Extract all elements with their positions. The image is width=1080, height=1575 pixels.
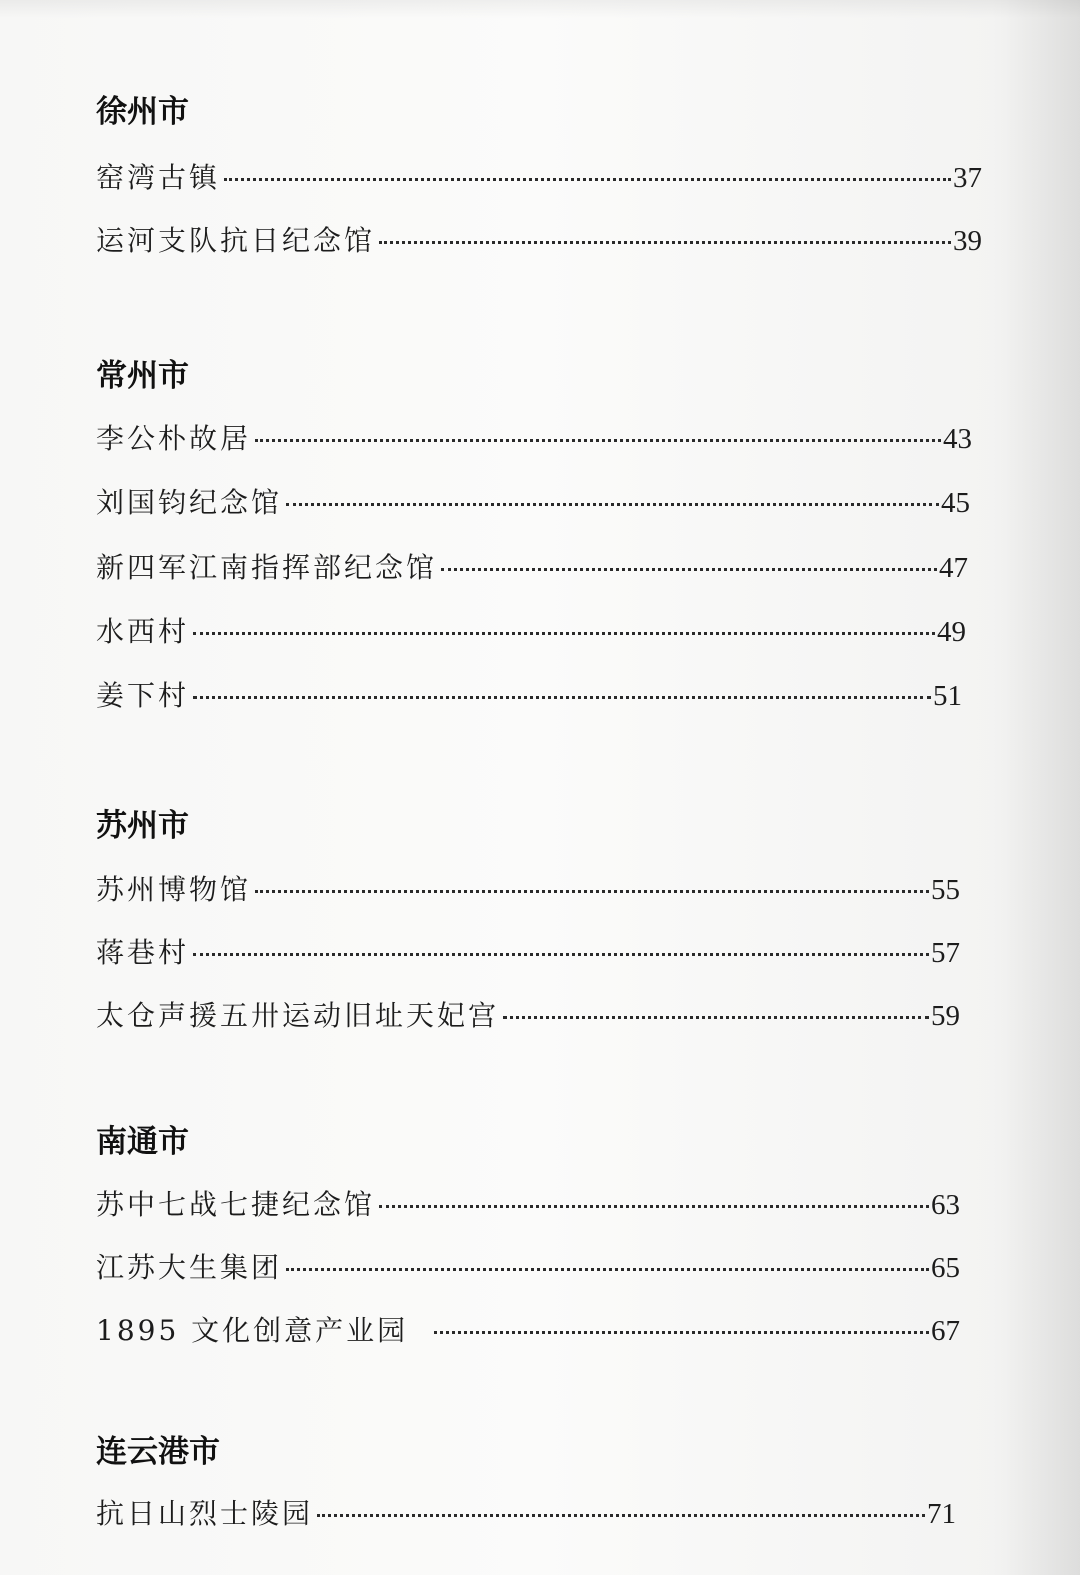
entry-title: 姜下村 [96,679,190,712]
toc-entry[interactable] [96,548,968,588]
toc-entry[interactable] [96,221,982,261]
toc-section-xuzhou [96,92,982,257]
toc-entry[interactable] [96,1494,956,1534]
toc-section-suzhou [96,806,960,1032]
entry-page-number: 51 [933,680,962,712]
entry-title: 抗日山烈士陵园 [96,1497,314,1530]
entry-page-number: 67 [931,1315,960,1347]
dot-leader [193,696,931,699]
dot-leader [286,1268,929,1271]
toc-section-lianyungang [96,1432,956,1530]
entry-page-number: 45 [941,487,970,519]
dot-leader [441,568,937,571]
page-edge-shadow [990,0,1080,1575]
toc-entry[interactable] [96,158,982,198]
entry-page-number: 37 [953,162,982,194]
toc-entry[interactable] [96,612,966,652]
toc-entry[interactable] [96,419,972,459]
dot-leader [379,1205,929,1208]
page-top-shadow [0,0,1080,18]
entry-title: 太仓声援五卅运动旧址天妃宫 [96,999,500,1032]
entry-title: 李公朴故居 [96,422,252,455]
entry-title: 水西村 [96,615,190,648]
section-heading: 连云港市 [96,1434,220,1469]
entry-page-number: 39 [953,225,982,257]
dot-leader [193,953,929,956]
dot-leader [434,1331,929,1334]
dot-leader [379,241,951,244]
toc-entry[interactable] [96,1185,960,1225]
dot-leader [503,1016,929,1019]
section-heading: 徐州市 [96,94,189,129]
entry-page-number: 47 [939,552,968,584]
toc-section-nantong [96,1122,960,1347]
entry-page-number: 49 [937,616,966,648]
dot-leader [255,439,941,442]
toc-entry[interactable] [96,1311,960,1351]
entry-title: 刘国钧纪念馆 [96,486,283,519]
toc-entry[interactable] [96,870,960,910]
entry-page-number: 71 [927,1498,956,1530]
toc-entry[interactable] [96,1248,960,1288]
entry-title: 苏州博物馆 [96,873,252,906]
dot-leader [193,632,935,635]
section-heading: 南通市 [96,1124,189,1159]
entry-page-number: 59 [931,1000,960,1032]
dot-leader [224,178,951,181]
entry-title: 新四军江南指挥部纪念馆 [96,551,438,584]
entry-title: 江苏大生集团 [96,1251,283,1284]
dot-leader [317,1514,925,1517]
entry-page-number: 55 [931,874,960,906]
entry-page-number: 63 [931,1189,960,1221]
dot-leader [255,890,929,893]
entry-title: 1895 文化创意产业园 [96,1314,409,1347]
entry-title: 蒋巷村 [96,936,190,969]
entry-page-number: 57 [931,937,960,969]
entry-page-number: 65 [931,1252,960,1284]
entry-title: 窑湾古镇 [96,161,221,194]
toc-entry[interactable] [96,933,960,973]
section-heading: 常州市 [96,358,189,393]
toc-entry[interactable] [96,676,962,716]
entry-page-number: 43 [943,423,972,455]
toc-entry[interactable] [96,483,970,523]
toc-section-changzhou [96,356,972,712]
dot-leader [286,503,939,506]
toc-entry[interactable] [96,996,960,1036]
entry-title: 苏中七战七捷纪念馆 [96,1188,376,1221]
entry-title: 运河支队抗日纪念馆 [96,224,376,257]
section-heading: 苏州市 [96,808,189,843]
